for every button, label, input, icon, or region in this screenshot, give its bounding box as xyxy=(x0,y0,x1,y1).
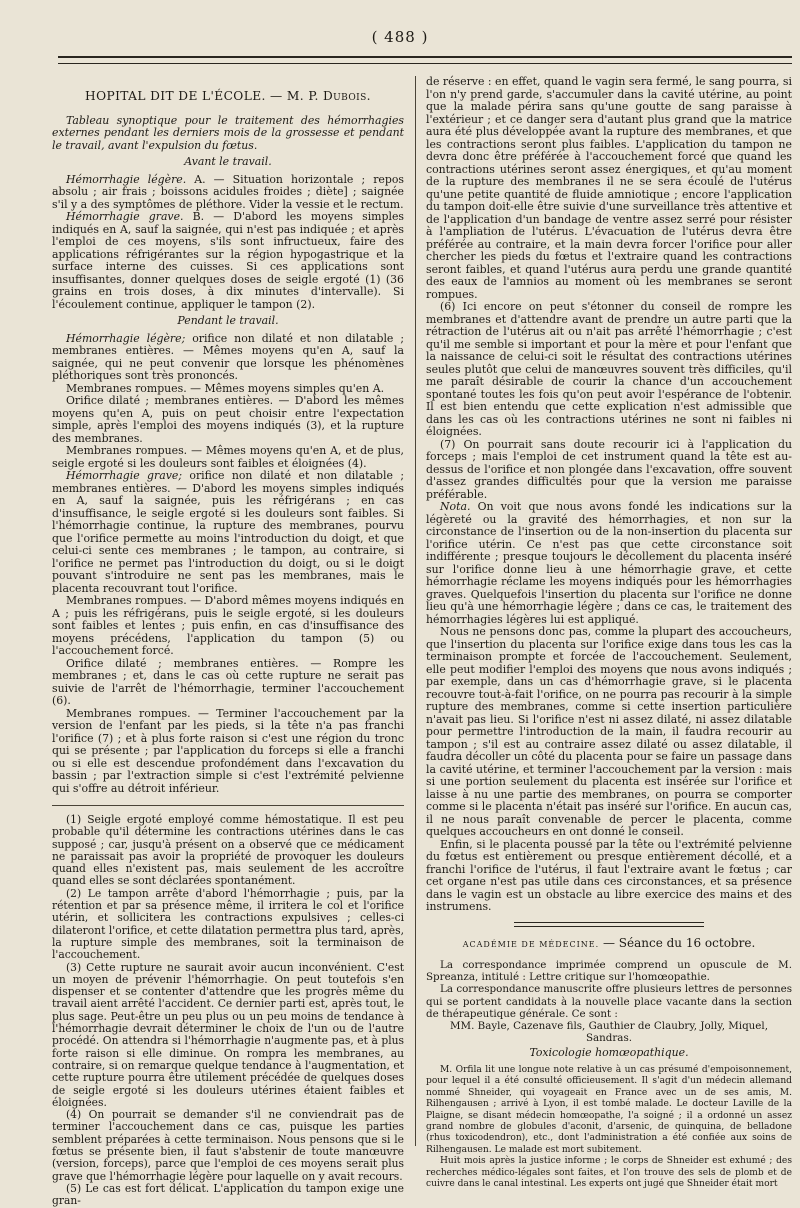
academie-paragraph: La correspondance manuscrite offre plusieurs lettres de personnes qui se portent candidats à la nouvelle place vacante dans la section de thérapeutique générale. Ce sont : xyxy=(426,983,792,1020)
article-subtitle: Tableau synoptique pour le traitement des hémorrhagies externes pendant les derniers mois de la grossesse et pendant le travail, avant l'expulsion du fœtus. xyxy=(52,113,404,152)
during-item: Hémorrhagie grave; orifice non dilaté et non dilatable ; membranes entières. — D'abord les moyens simples indiqués en A, sauf la saignée, puis les réfrigérans ; en cas d'insuffisance, le seigle ergoté si les douleurs sont faibles. Si l'hémorrhagie continue, la rupture des membranes, pourvu que l'orifice permette au moins l'introduction du doigt, et que celui-ci sente ces membranes ; le tampon, au contraire, si l'orifice ne permet pas l'introduction du doigt, ou si le doigt pouvant s'introduire ne sent pas les membranes, mais le placenta recouvrant tout l'orifice. xyxy=(52,469,405,595)
toxicology-body xyxy=(426,1065,792,1190)
nota-paragraph: Nous ne pensons donc pas, comme la plupart des accoucheurs, que l'insertion du placenta sur l'orifice exige dans tous les cas la terminaison prompte et forcée de l'accouchement. Seulement, elle peut modifier l'emploi des moyens que nous avons indiqués ; par exemple, dans un cas d'hémorrhagie grave, si le placenta recouvre tout-à-fait l'orifice, on ne pourra pas recourir à la simple rupture des membranes, comme si cette insertion particulière n'avait pas lieu. Si l'orifice n'est ni assez dilaté, ni assez dilatable pour permettre l'introduction de la main, il faudra recourir au tampon ; s'il est au contraire assez dilaté ou assez dilatable, il faudra décoller un côté du placenta pour se faire un passage dans la cavité utérine, et terminer l'accouchement par la version : mais si une portion seulement du placenta est insérée sur l'orifice et laisse à nu une partie des membranes, on pourra se comporter comme si le placenta n'était pas inséré sur l'orifice. En aucun cas, il ne nous paraît convenable de percer le placenta, comme quelques accoucheurs en ont donné le conseil. xyxy=(426,625,792,838)
before-item: Hémorrhagie grave. B. — D'abord les moyens simples indiqués en A, sauf la saignée, qui n'est pas indiquée ; et après l'emploi de ces moyens, s'ils sont infructueux, faire des applications réfrigérantes sur la région hypogastrique et la surface interne des cuisses. Si ces applications sont insuffisantes, donner quelques doses de seigle ergoté (1) (36 grains en trois doses, à dix minutes d'intervalle). Si l'écoulement continue, appliquer le tampon (2). xyxy=(52,210,404,311)
academie-paragraph: La correspondance imprimée comprend un opuscule de M. Spreanza, intitulé : Lettre critique sur l'homœopathie. xyxy=(426,959,792,984)
footnote: (5) Le cas est fort délicat. L'application du tampon exige une gran- xyxy=(52,1181,404,1208)
during-item: Membranes rompues. — Mêmes moyens qu'en A, et de plus, seigle ergoté si les douleurs sont faibles et éloignées (4). xyxy=(52,444,404,470)
article-title xyxy=(52,90,404,103)
page-number: ( 488 ) xyxy=(371,28,429,46)
footnote: (7) On pourrait sans doute recourir ici à l'application du forceps ; mais l'emploi de cet instrument quand la tête est au-dessus de l'orifice et non plongée dans l'excavation, offre souvent d'assez grandes difficultés pour que la version me paraisse préférable. xyxy=(426,437,792,501)
academie-body xyxy=(426,959,792,1044)
footnotes xyxy=(52,814,404,1208)
academie-label: ACADÉMIE DE MÉDECINE. xyxy=(462,939,600,949)
toxicology-heading: Toxicologie homœopathique. xyxy=(529,1046,689,1060)
section-heading-during: Pendant le travail. xyxy=(177,314,279,327)
academie-session: — Séance du 16 octobre. xyxy=(599,935,756,950)
header-rule xyxy=(58,56,792,64)
academie-heading xyxy=(426,937,792,952)
section-divider xyxy=(514,922,704,927)
left-column xyxy=(52,76,405,1208)
toxicology-paragraph: Huit mois après la justice informe ; le corps de Shneider est exhumé ; des recherches médico-légales sont faites, et l'on trouve des sels de plomb et de cuivre dans le canal intestinal. Les experts ont jugé que Shneider était mort xyxy=(426,1156,792,1189)
section-heading-before: Avant le travail. xyxy=(184,155,272,168)
footnote-separator xyxy=(52,805,404,806)
footnote: (1) Seigle ergoté employé comme hémostatique. Il est peu probable qu'il détermine les contractions utérines dans le cas supposé ; car, jusqu'à présent on a observé que ce médicament ne paraissait pas avoir la propriété de provoquer les douleurs quand elles n'existent pas, mais seulement de les accroître quand elles se sont déclarées spontanément. xyxy=(52,813,404,888)
footnote: (3) Cette rupture ne saurait avoir aucun inconvénient. C'est un moyen de prévenir l'hémorrhagie. On peut toutefois s'en dispenser et se contenter d'attendre que les progrès même du travail aient arrêté l'accident. Ce dernier parti est, après tout, le plus sage. Peut-être un peu plus ou un peu moins de tendance à l'hémorrhagie devrait déterminer le choix de l'un ou de l'autre procédé. On attendra si l'hémorrhagie n'augmente pas, et à plus forte raison si elle diminue. On rompra les membranes, au contraire, si on remarque quelque tendance à l'augmentation, et cette rupture pourra être utilement précédée de quelques doses de seigle ergoté si les douleurs utérines étaient faibles et éloignées. xyxy=(52,960,404,1109)
toxicology-paragraph: M. Orfila lit une longue note relative à un cas présumé d'empoisonnement, pour lequel il a été consulté officieusement. Il s'agit d'un médecin allemand nommé Shneider, qui voyageait en France avec un de ses amis, M. Rilhengausen ; arrivé à Lyon, il est tombé malade. Le docteur Laville de la Plaigne, se disant médecin homœopathe, l'a soigné ; il a ordonné un assez grand nombre de globules d'aconit, d'arsenic, de quinquina, de belladone (rhus toxicodendron), etc., dont l'administration a été confiée aux soins de Rilhengausen. Le malade est mort subitement. xyxy=(426,1064,792,1155)
during-item: Membranes rompues. — Terminer l'accouchement par la version de l'enfant par les pieds, si la tête n'a pas franchi l'orifice (7) ; et à plus forte raison si c'est une région du tronc qui se présente ; par l'application du forceps si elle a franchi ou si elle est descendue profondément dans l'excavation du bassin ; par l'extraction simple si c'est l'extrémité pelvienne qui s'offre au détroit inférieur. xyxy=(52,706,404,795)
during-item: Orifice dilaté ; membranes entières. — Rompre les membranes ; et, dans le cas où cette rupture ne serait pas suivie de l'arrêt de l'hémorrhagie, terminer l'accouchement (6). xyxy=(52,656,404,707)
during-item: Orifice dilaté ; membranes entières. — D'abord les mêmes moyens qu'en A, puis on peut choisir entre l'expectation simple, après l'emploi des moyens indiqués (3), et la rupture des membranes. xyxy=(52,394,404,445)
before-item: Hémorrhagie légère. A. — Situation horizontale ; repos absolu ; air frais ; boissons acidules froides ; diète] ; saignée s'il y a des symptômes de pléthore. Vider la vessie et le rectum. xyxy=(52,172,404,211)
footnote: (2) Le tampon arrête d'abord l'hémorrhagie ; puis, par la rétention et par sa présence même, il irritera le col et l'orifice utérin, et sollicitera les contractions expulsives ; celles-ci dilateront l'orifice, et cette dilatation permettra plus tard, après, la rupture simple des membranes, soit la terminaison de l'accouchement. xyxy=(52,886,404,962)
footnote-continued: de réserve : en effet, quand le vagin sera fermé, le sang pourra, si l'on n'y prend garde, s'accumuler dans la cavité utérine, au point que la malade périra sans qu'une goutte de sang paraisse à l'extérieur ; et ce danger sera d'autant plus grand que la matrice aura été plus développée avant la rupture des membranes, et que les contractions seront plus faibles. L'application du tampon ne devra donc être préférée à l'accouchement forcé que quand les contractions utérines seront assez énergiques, et qu'au moment de la rupture des membranes il ne se sera écoulé de l'utérus qu'une petite quantité de fluide amniotique ; encore l'application du tampon doit-elle être suivie d'une surveillance très attentive et de l'application d'un bandage de ventre assez serré pour résister à l'ampliation de l'utérus. L'évacuation de l'utérus devra être préférée au contraire, et la main devra forcer l'orifice pour aller chercher les pieds du fœtus et l'extraire quand les contractions seront faibles, et quand l'utérus aura perdu une grande quantité des eaux de l'amnios au moment où les membranes se seront rompues. xyxy=(426,75,792,301)
during-item: Membranes rompues. — Mêmes moyens simples qu'en A. xyxy=(66,381,385,395)
footnote: (6) Ici encore on peut s'étonner du conseil de rompre les membranes et d'attendre avant de prendre un autre parti que la rétraction de l'utérus ait ou n'ait pas arrêté l'hémorrhagie ; c'est qu'il me semble si important et pour la mère et pour l'enfant que la naissance de celui-ci soit le résultat des contractions utérines seules plutôt que celui de manœuvres souvent très difficiles, qu'il me paraît désirable de courir la chance d'un accouchement spontané toutes les fois qu'on peut avoir l'espérance de l'obtenir. Il est bien entendu que cette explication n'est admissible que dans les cas où les contractions utérines ne sont ni faibles ni éloignées. xyxy=(426,300,792,438)
candidate-list: MM. Bayle, Cazenave fils, Gauthier de Claubry, Jolly, Miquel, Sandras. xyxy=(450,1020,768,1045)
nota-paragraph: Enfin, si le placenta poussé par la tête ou l'extrémité pelvienne du fœtus est entièrement ou presque entièrement décollé, et a franchi l'orifice de l'utérus, il faut l'extraire avant le fœtus ; car cet organe n'est pas utile dans ces circonstances, et sa présence dans le vagin est un obstacle au libre exercice des mains et des instrumens. xyxy=(426,837,792,913)
nota-label: Nota. xyxy=(440,500,471,513)
nota-paragraph: Nota. On voit que nous avons fondé les indications sur la légèreté ou la gravité des hémorrhagies, et non sur la circonstance de l'insertion ou de la non-insertion du placenta sur l'orifice utérin. Ce n'est pas que cette circonstance soit indifférente ; presque toujours le décollement du placenta inséré sur l'orifice donne lieu à une hémorrhagie grave, et cette hémorrhagie réclame les moyens indiqués pour les hémorrhagies graves. Quelquefois l'insertion du placenta sur l'orifice ne donne lieu qu'à une hémorrhagie légère ; dans ce cas, le traitement des hémorrhagies légères lui est appliqué. xyxy=(426,500,792,626)
column-divider xyxy=(415,76,416,1146)
right-column xyxy=(426,75,792,1189)
title-main: HOPITAL DIT DE L'ÉCOLE. — M. P. xyxy=(85,89,324,103)
title-author: Dubois. xyxy=(323,89,371,103)
footnote: (4) On pourrait se demander s'il ne conviendrait pas de terminer l'accouchement dans ce cas, puisque les parties semblent préparées à cette terminaison. Nous pensons que si le fœtus se présente bien, il faut s'abstenir de toute manœuvre (version, forceps), parce que l'emploi de ces moyens serait plus grave que l'hémorrhagie légère pour laquelle on y avait recours. xyxy=(52,1108,404,1183)
during-item: Hémorrhagie légère; orifice non dilaté et non dilatable ; membranes entières. — Mêmes moyens qu'en A, sauf la saignée, qui ne peut convenir que lorsque les phénomènes pléthoriques sont très prononcés. xyxy=(52,331,404,382)
during-item: Membranes rompues. — D'abord mêmes moyens indiqués en A ; puis les réfrigérans, puis le seigle ergoté, si les douleurs sont faibles et lentes ; puis enfin, en cas d'insuffisance des moyens précédens, l'application du tampon (5) ou l'accouchement forcé. xyxy=(52,594,404,657)
